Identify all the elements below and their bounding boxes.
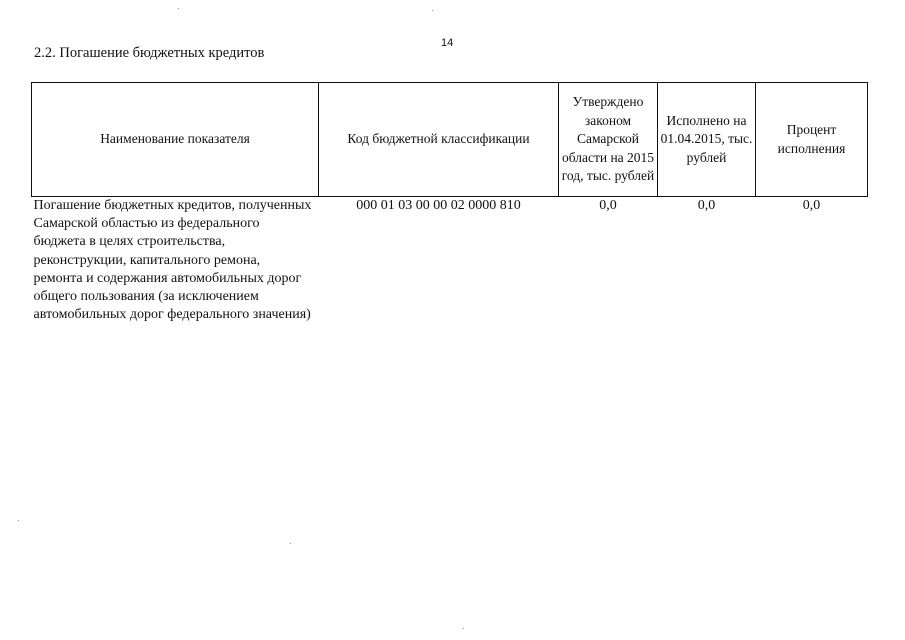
scan-speck xyxy=(432,10,433,11)
header-approved-label: Утверждено законом Самарской области на 2015 год, тыс. рублей xyxy=(561,94,655,184)
scan-speck xyxy=(178,8,179,9)
header-percent-label: Процент исполнения xyxy=(777,122,846,156)
header-classification-code-label: Код бюджетной классификации xyxy=(347,131,530,147)
scan-speck xyxy=(463,628,464,629)
cell-indicator-name: Погашение бюджетных кредитов, полученных Самарской областью из федерального бюджета в целях строительства, реконструкции, капитального ремона, ремонта и содержания автомобильных дорог общего пользования (за исключением автомобильных дорог федерального значения) xyxy=(33,198,312,323)
cell-classification-code: 000 01 03 00 00 02 0000 810 xyxy=(356,198,521,213)
table-header-row xyxy=(32,83,868,197)
section-title: 2.2. Погашение бюджетных кредитов xyxy=(34,45,265,61)
header-percent xyxy=(756,83,868,197)
header-executed xyxy=(658,83,756,197)
header-classification-code xyxy=(319,83,559,197)
cell-percent: 0,0 xyxy=(802,198,821,213)
header-executed-label: Исполнено на 01.04.2015, тыс. рублей xyxy=(660,112,753,165)
scan-speck xyxy=(18,520,19,521)
budget-credits-table-wrapper xyxy=(31,82,867,324)
cell-executed: 0,0 xyxy=(697,198,716,213)
header-approved xyxy=(559,83,658,197)
scan-speck xyxy=(290,543,291,544)
page-number: 14 xyxy=(441,37,454,49)
header-indicator-name-label: Наименование показателя xyxy=(100,131,250,147)
header-indicator-name xyxy=(32,83,319,197)
budget-credits-table xyxy=(31,82,868,324)
cell-approved: 0,0 xyxy=(599,198,617,213)
table-row xyxy=(32,197,868,325)
